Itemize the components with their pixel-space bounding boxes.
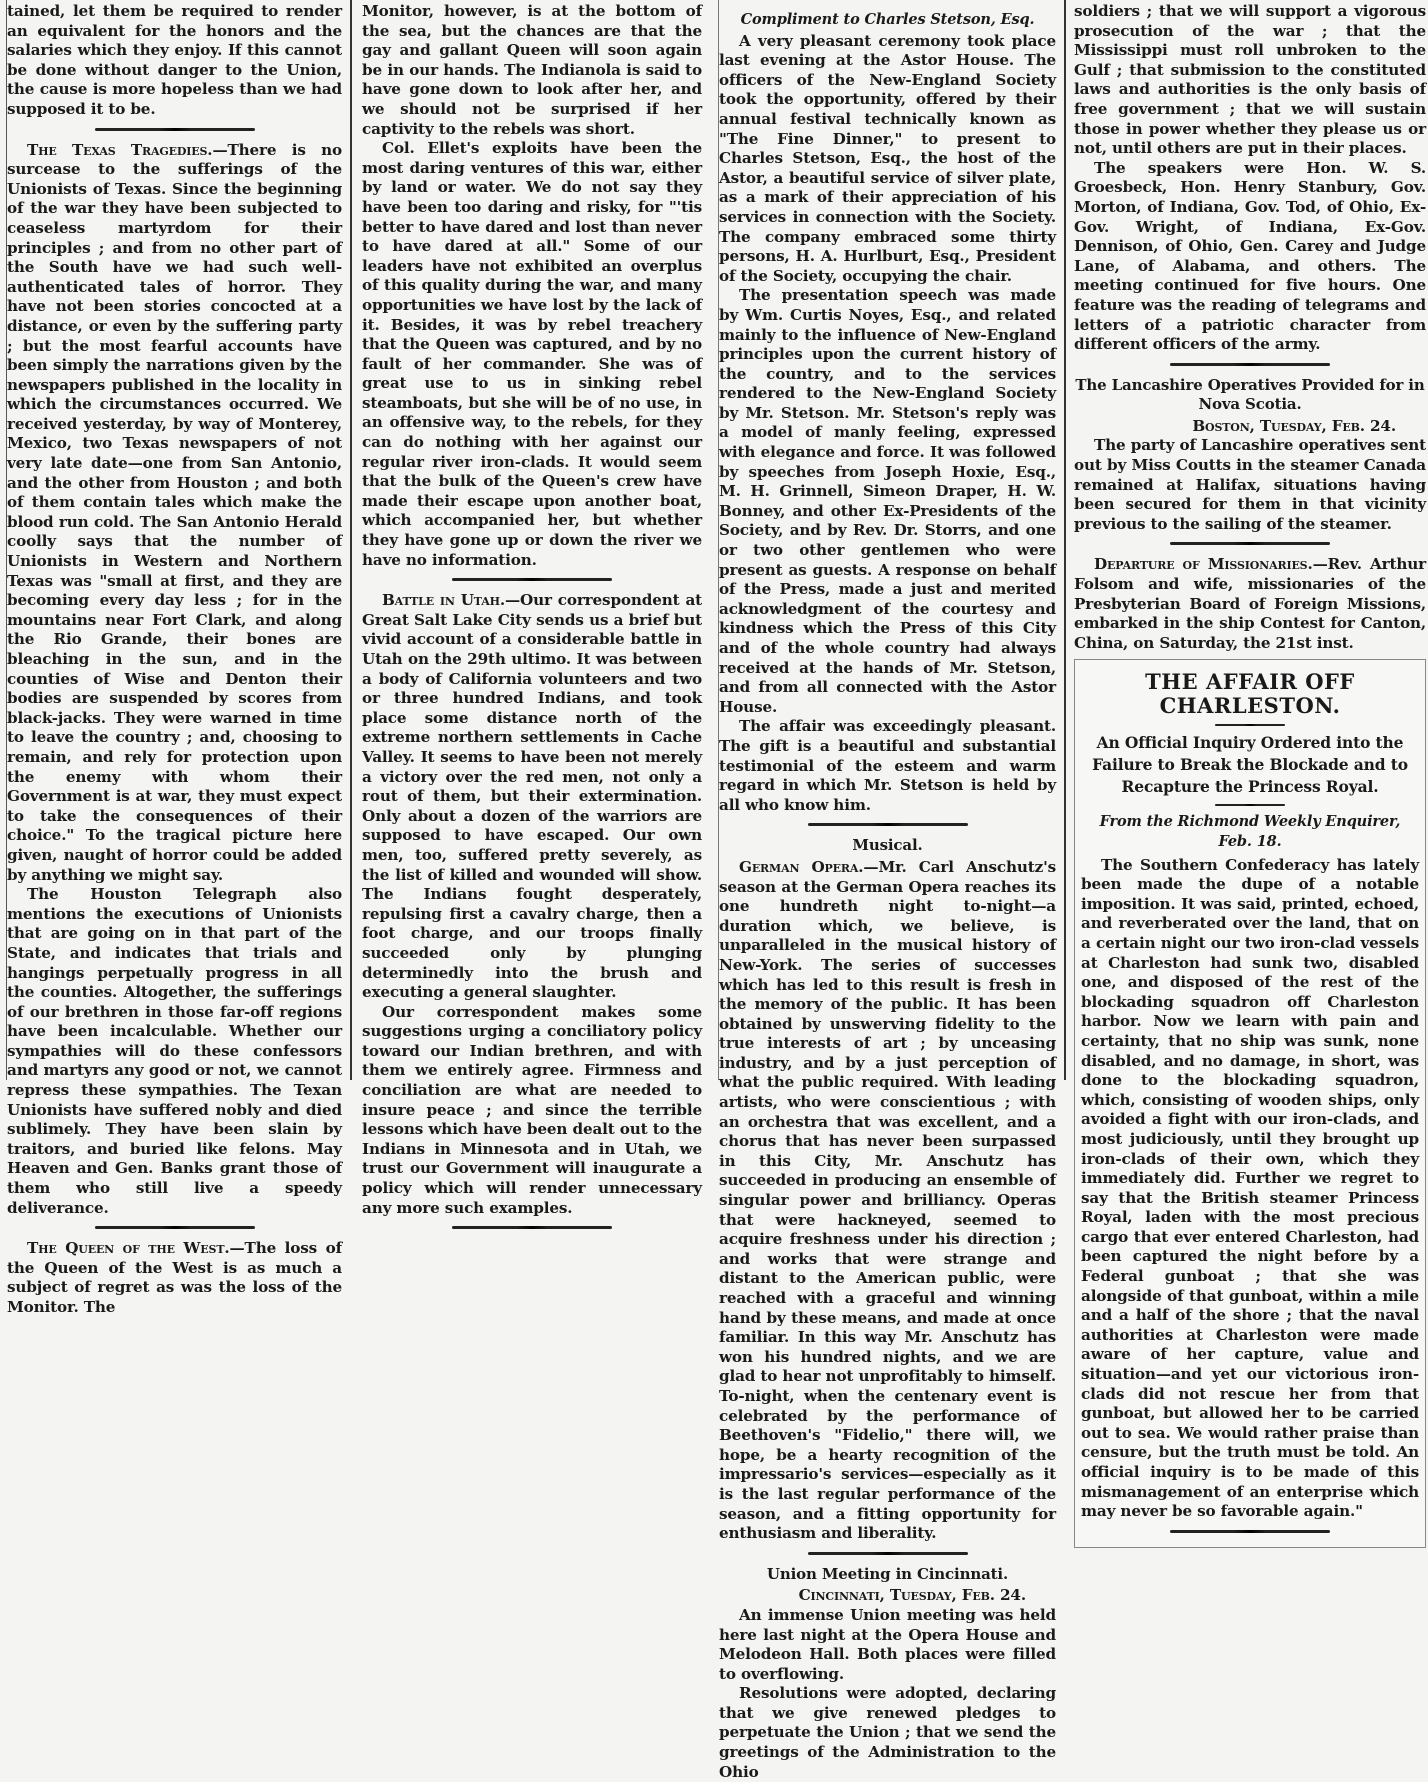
- divider: [808, 823, 968, 826]
- paragraph: [362, 591, 702, 1002]
- paragraph: [1074, 436, 1426, 534]
- paragraph-text: soldiers ; that we will support a vigorous prosecution of the war ; that the Mississippi must roll unbroken to the Gulf ; that submission to the constituted laws and authorities is the only basis of free government ; that we will sustain those in power whether they please us or not, until others are put in their places.: [1074, 2, 1426, 158]
- paragraph-text: —There is no surcease to the sufferings of the Unionists of Texas. Since the beginning of the war they have been subjected to ceaseless martyrdom for their principles ; and from no other part of the South have we had such well-authenticated tales of horror. They have not been stories concocted at a distance, or even by the suffering party ; but the most fearful accounts have been simply the narrations given by the newspapers published in the locality in which the circumstances occurred. We received yesterday, by way of Monterey, Mexico, two Texas newspapers of not very late date—one from San Antonio, and the other from Houston ; and both of them contain tales which make the blood run cold. The San Antonio Herald coolly says that the number of Unionists in Western and Northern Texas was "small at first, and they are becoming every day less ; for in the mountains near Fort Clark, and along the Rio Grande, their bones are bleaching in the sun, and in the counties of Wise and Denton their bodies are suspended by scores from black-jacks. They were warned in time to leave the country ; and, choosing to remain, and rely for protection upon the enemy with whom their Government is at war, they must expect to take the consequences of their choice." To the tragical picture here given, naught of horror could be added by anything we might say.: [7, 140, 342, 884]
- paragraph-text: —Rev. Arthur Folsom and wife, missionaries of the Presbyterian Board of Foreign Missions, embarked in the ship Contest for Canton, China, on Saturday, the 21st inst.: [1074, 555, 1426, 652]
- divider: [95, 1226, 255, 1229]
- column-1: [6, 0, 342, 1316]
- paragraph-text: An immense Union meeting was held here last night at the Opera House and Melodeon Hall. Both places were filled to overflowing.: [719, 1605, 1056, 1683]
- article-body: The Southern Confederacy has lately been made the dupe of a notable imposition. It was said, printed, echoed, and reverberated over the land, that on a certain night our two iron-clad vessels at Charleston had sunk two, disabled one, and disposed of the rest of the blockading squadron off Charleston harbor. Now we learn with pain and certainty, that no ship was sunk, none disabled, and no damage, in short, was done to the blockading squadron, which, consisting of wooden ships, only avoided a fight with our iron-clads, and most judiciously, until they brought up iron-clads of their own, which they immediately did. Further we regret to say that the British steamer Princess Royal, laden with the most precious cargo that ever entered Charleston, had been captured the night before by a Federal gunboat ; that she was alongside of that gunboat, within a mile and a half of the shore ; that the naval authorities at Charleston were made aware of her capture, value and situation—and yet our victorious iron-clads did not rescue her from that gunboat, but allowed her to be carried out to sea. We would rather praise than censure, but the truth must be told. An official inquiry is to be made of this mismanagement of an enterprise which may never be so favorable again.": [1081, 855, 1419, 1521]
- divider: [1170, 363, 1330, 366]
- paragraph: [719, 1606, 1056, 1684]
- dateline: Boston, Tuesday, Feb. 24.: [1192, 416, 1396, 435]
- paragraph: [719, 717, 1056, 815]
- divider: [452, 1226, 612, 1229]
- paragraph-text: The Houston Telegraph also mentions the executions of Unionists that are going on in that part of the State, and indicates that trials and hangings perpetually progress in all the counties. Altogether, the sufferings of our brethren in those far-off regions have been incalculable. Whether our sympathies will do these confessors and martyrs any good or not, we cannot repress these sympathies. The Texan Unionists have suffered nobly and died sublimely. They have been slain by traitors, and buried like felons. May Heaven and Gen. Banks grant those of them who still live a speedy deliverance.: [7, 885, 342, 1217]
- source-attribution: From the Richmond Weekly Enquirer, Feb. 18.: [1099, 813, 1401, 850]
- divider: [95, 128, 255, 131]
- paragraph: [362, 2, 702, 139]
- column-4-articles: [1074, 2, 1426, 653]
- headline: THE AFFAIR OFF CHARLESTON.: [1145, 669, 1355, 719]
- paragraph: [7, 141, 342, 886]
- paragraph: [7, 2, 342, 120]
- paragraph: [719, 32, 1056, 287]
- divider: [1215, 804, 1285, 806]
- paragraph: [362, 139, 702, 570]
- lead-in: German Opera.: [739, 857, 864, 876]
- subheadline: An Official Inquiry Ordered into the Failure to Break the Blockade and to Recapture the Princess Royal.: [1092, 733, 1408, 797]
- article-heading: Musical.: [852, 836, 923, 855]
- paragraph-text: —The loss of the Queen of the West is as much a subject of regret as was the loss of the Monitor. The: [7, 1239, 342, 1316]
- lead-in: The Texas Tragedies.: [27, 140, 213, 159]
- divider: [1170, 1530, 1330, 1533]
- paragraph-text: —Mr. Carl Anschutz's season at the German Opera reaches its one hundreth night to-night—a duration which, we believe, is unparalleled in the musical history of New-York. The series of successes which has led to this result is fresh in the memory of the public. It has been obtained by unswerving fidelity to the true interests of art ; by unceasing industry, and by a just perception of what the public required. With leading artists, who were conscientious ; with an orchestra that was excellent, and a chorus that has never been surpassed in this City, Mr. Anschutz has succeeded in producing an ensemble of singular power and brilliancy. Operas that were hackneyed, seemed to acquire freshness under his direction ; and works that were strange and distant to the American public, were reached with a graceful and winning hand by these means, and made at once familiar. In this way Mr. Anschutz has won his hundred nights, and we are glad to hear not unprofitably to himself. To-night, when the centenary event is celebrated by the performance of Beethoven's "Fidelio," there will, we hope, be a hearty recognition of the impressario's services—especially as it is the last regular performance of the season, and a fitting opportunity for enthusiasm and liberality.: [719, 857, 1057, 1543]
- article-heading: Union Meeting in Cincinnati.: [766, 1564, 1009, 1583]
- paragraph-text: tained, let them be required to render an equivalent for the honors and the salaries which they enjoy. If this cannot be done without danger to the Union, the cause is more hopeless than we had supposed it to be.: [7, 2, 342, 118]
- paragraph-text: Resolutions were adopted, declaring that we give renewed pledges to perpetuate the Union ; that we send the greetings of the Administration to the Ohio: [719, 1684, 1056, 1781]
- paragraph-text: The presentation speech was made by Wm. Curtis Noyes, Esq., and related mainly to the influence of New-England principles upon the current history of the country, and to the services rendered to the New-England Society by Mr. Stetson. Mr. Stetson's reply was a model of manly feeling, expressed with elegance and force. It was followed by speeches from Joseph Hoxie, Esq., M. H. Grinnell, Simeon Draper, H. W. Bonney, and other Ex-Presidents of the Society, and by Rev. Dr. Storrs, and one or two other gentlemen who were present as guests. A response on behalf of the Press, made a just and merited acknowledgment of the courtesy and kindness which the Press of this City and of the whole country had always received at the hands of Mr. Stetson, and from all connected with the Astor House.: [719, 286, 1056, 716]
- paragraph: [719, 858, 1056, 1544]
- paragraph-text: The party of Lancashire operatives sent out by Miss Coutts in the steamer Canada remained at Halifax, situations having been secured for them in that vicinity previous to the sailing of the steamer.: [1074, 436, 1426, 533]
- article-heading: The Lancashire Operatives Provided for in Nova Scotia.: [1075, 375, 1425, 414]
- paragraph-text: Monitor, however, is at the bottom of the sea, but the chances are that the gay and gallant Queen will soon again be in our hands. The Indianola is said to have gone down to look after her, and we should not be surprised if her captivity to the rebels was short.: [362, 2, 702, 138]
- paragraph: [719, 1684, 1056, 1782]
- paragraph: [7, 885, 342, 1218]
- dateline: Cincinnati, Tuesday, Feb. 24.: [798, 1586, 1026, 1605]
- paragraph: [1074, 555, 1426, 653]
- article-affair-off-charleston: [1074, 659, 1426, 1547]
- divider: [452, 578, 612, 581]
- paragraph-text: Our correspondent makes some suggestions urging a conciliatory policy toward our Indian brethren, and with them we entirely agree. Firmness and conciliation are what are needed to insure peace ; and since the terrible lessons which have been dealt out to the Indians in Minnesota and in Utah, we trust our Government will inaugurate a policy which will render unnecessary any more such examples.: [362, 1002, 702, 1217]
- paragraph-text: The speakers were Hon. W. S. Groesbeck, Hon. Henry Stanbury, Gov. Morton, of Indiana, Gov. Tod, of Ohio, Ex-Gov. Wright, of Indiana, Ex-Gov. Dennison, of Ohio, Gen. Carey and Judge Lane, of Alabama, and others. The meeting continued for five hours. One feature was the reading of telegrams and letters of a patriotic character from different officers of the army.: [1074, 158, 1426, 354]
- paragraph: [1074, 2, 1426, 159]
- paragraph: [7, 1239, 342, 1317]
- paragraph: [719, 286, 1056, 717]
- paragraph: [362, 1003, 702, 1219]
- paragraph-text: The affair was exceedingly pleasant. The gift is a beautiful and substantial testimonial of the esteem and warm regard in which Mr. Stetson is held by all who know him.: [719, 717, 1056, 814]
- divider: [1170, 542, 1330, 545]
- column-3: [718, 0, 1057, 1781]
- paragraph-text: A very pleasant ceremony took place last evening at the Astor House. The officers of the New-England Society took the opportunity, offered by their annual festival technically known as "The Fine Dinner," to present to Charles Stetson, Esq., the host of the Astor, a beautiful service of silver plate, as a mark of their appreciation of his services in connection with the Society. The company embraced some thirty persons, H. A. Hurlburt, Esq., President of the Society, occupying the chair.: [719, 31, 1056, 285]
- lead-in: Battle in Utah.: [382, 591, 505, 610]
- paragraph: [1074, 159, 1426, 355]
- paragraph-text: Col. Ellet's exploits have been the most daring ventures of this war, either by land or water. We do not say they have been too daring and risky, for "'tis better to have dared and lost than never to have dared at all." Some of our leaders have not exhibited an overplus of this quality during the war, and many opportunities we have lost by the lack of it. Besides, it was by rebel treachery that the Queen was captured, and by no fault of her commander. She was of great use to us in sinking rebel steamboats, but she will be of no use, in an offensive way, to the rebels, for they can do nothing with her against our regular river iron-clads. It would seem that the bulk of the Queen's crew have made their escape upon another boat, which accompanied her, but whether they have gone up or down the river we have no information.: [362, 139, 702, 569]
- article-heading: Compliment to Charles Stetson, Esq.: [740, 11, 1035, 28]
- column-2: [350, 0, 708, 1217]
- column-4: [1064, 0, 1426, 1521]
- lead-in: Departure of Missionaries.: [1094, 555, 1313, 574]
- divider: [808, 1552, 968, 1555]
- lead-in: The Queen of the West.: [27, 1239, 230, 1258]
- divider: [1215, 724, 1285, 726]
- paragraph-text: —Our correspondent at Great Salt Lake City sends us a brief but vivid account of a considerable battle in Utah on the 29th ultimo. It was between a body of California volunteers and two or three hundred Indians, and took place some distance north of the extreme northern settlements in Cache Valley. It seems to have been not merely a victory over the red men, not only a rout of them, but their extermination. Only about a dozen of the warriors are supposed to have escaped. Our own men, too, suffered pretty severely, as the list of killed and wounded will show. The Indians fought desperately, repulsing first a cavalry charge, then a foot charge, and our troops finally succeeded only by plunging determinedly into the brush and executing a general slaughter.: [362, 591, 702, 1002]
